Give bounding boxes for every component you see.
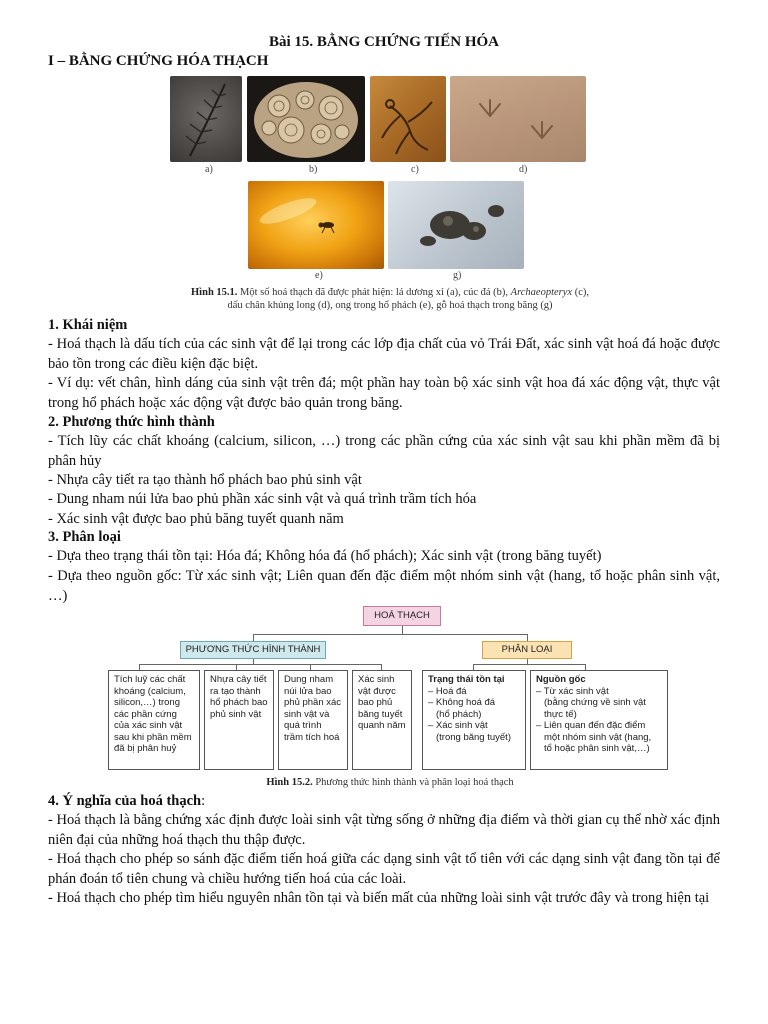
connector-line (473, 664, 585, 665)
connector-line (139, 664, 382, 665)
fossil-photo-ice (388, 181, 524, 269)
origin-item: – Từ xác sinh vật (536, 685, 609, 697)
diagram-leaf-existence-state: Trạng thái tồn tại – Hoá đá – Không hoá đá (hổ phách) – Xác sinh vật (trong băng tuyết) (422, 670, 526, 770)
diagram-leaf-amber: Nhựa cây tiết ra tạo thành hổ phách bao phủ sinh vật (204, 670, 274, 770)
existence-state-item: (trong băng tuyết) (436, 731, 511, 743)
fig1-label-e: e) (315, 270, 323, 281)
dinosaur-footprint-icon (450, 76, 586, 162)
figure-15-1-caption: Hình 15.1. Một số hoá thạch đã được phát hiện: lá dương xỉ (a), cúc đá (b), Archaeopteryx (c), dấu chân khủng long (d), ong trong hổ phách (e), gỗ hoá thạch trong băng (g) (191, 287, 589, 311)
fig1-label-d: d) (519, 164, 528, 175)
connector-line (253, 634, 527, 635)
fig1-label-b: b) (309, 164, 318, 175)
phuong-thuc-paragraph-2: - Nhựa cây tiết ra tạo thành hổ phách bao phủ sinh vật (48, 472, 362, 488)
connector-line (253, 634, 254, 641)
fig1-label-c: c) (411, 164, 419, 175)
diagram-root-node: HOÁ THẠCH (363, 606, 441, 626)
existence-state-item: – Không hoá đá (428, 697, 496, 708)
diagram-leaf-lava: Dung nham núi lửa bao phủ phần xác sinh vật và quá trình trầm tích hoá (278, 670, 348, 770)
y-nghia-paragraph-3: - Hoá thạch cho phép tìm hiểu nguyên nhân tồn tại và biến mất của những loài sinh vật trước đây và trong hiện tại (48, 890, 710, 906)
origin-item: – Liên quan đến đặc điểm (536, 720, 646, 731)
connector-line (527, 634, 528, 641)
fossil-classification-diagram (100, 604, 670, 774)
fossil-photo-archaeopteryx (370, 76, 446, 162)
lesson-title: Bài 15. BẰNG CHỨNG TIẾN HÓA (268, 34, 500, 50)
existence-state-item: (hổ phách) (436, 708, 482, 720)
fern-leaf-icon (170, 76, 242, 162)
y-nghia-paragraph-1: - Hoá thạch là bằng chứng xác định được loài sinh vật từng sống ở những địa điểm và thời gian cụ thể nhờ xác định niên đại của những hoá thạch thu thập được. (48, 812, 720, 848)
heading-phan-loai: 3. Phân loại (48, 529, 121, 545)
wood-in-ice-icon (388, 181, 524, 269)
fossil-photo-ammonite (247, 76, 365, 162)
diagram-leaf-ice: Xác sinh vật được bao phủ băng tuyết quanh năm (352, 670, 412, 770)
figure-15-2-caption: Hình 15.2. Phương thức hình thành và phân loại hoá thạch (266, 777, 514, 788)
bee-in-amber-icon (248, 181, 384, 269)
phuong-thuc-paragraph-1: - Tích lũy các chất khoáng (calcium, silicon, …) trong các phần cứng của xác sinh vật sau khi phần mềm đã bị phân hủy (48, 433, 720, 469)
origin-item: thực tế) (544, 708, 577, 720)
heading-phuong-thuc: 2. Phương thức hình thành (48, 414, 215, 430)
archaeopteryx-icon (370, 76, 446, 162)
diagram-leaf-mineral: Tích luỹ các chất khoáng (calcium, silicon,…) trong các phần cứng của xác sinh vật sau khi phần mềm đã bị phân huỷ (108, 670, 200, 770)
fig1-label-a: a) (205, 164, 213, 175)
phan-loai-paragraph-2: - Dựa theo nguồn gốc: Từ xác sinh vật; Liên quan đến đặc điểm một nhóm sinh vật (hang, tổ hoặc phân sinh vật, …) (48, 568, 720, 604)
phuong-thuc-paragraph-3: - Dung nham núi lửa bao phủ phần xác sinh vật và quá trình trầm tích hóa (48, 491, 477, 507)
diagram-branch-classification: PHÂN LOẠI (482, 641, 572, 659)
fossil-photo-fern (170, 76, 242, 162)
origin-item: tổ hoặc phân sinh vật,…) (544, 743, 650, 754)
diagram-leaf-origin: Nguồn gốc – Từ xác sinh vật (bằng chứng về sinh vật thực tế) – Liên quan đến đặc điểm một nhóm sinh vật (hang, tổ hoặc phân sinh vật,…) (530, 670, 668, 770)
section-title: I – BẰNG CHỨNG HÓA THẠCH (48, 53, 269, 69)
khai-niem-paragraph-2: - Ví dụ: vết chân, hình dáng của sinh vật trên đá; một phần hay toàn bộ xác sinh vật hoa đá xác động vật, thực vật trong hổ phách hoặc xác động vật được bảo quản trong băng. (48, 375, 720, 411)
phuong-thuc-paragraph-4: - Xác sinh vật được bao phủ băng tuyết quanh năm (48, 511, 344, 527)
origin-item: (bằng chứng về sinh vật (544, 697, 646, 708)
connector-line (402, 626, 403, 634)
fossil-photo-footprint (450, 76, 586, 162)
diagram-branch-formation: PHƯƠNG THỨC HÌNH THÀNH (180, 641, 326, 659)
existence-state-item: – Hoá đá (428, 685, 467, 697)
fossil-photo-amber (248, 181, 384, 269)
phan-loai-paragraph-1: - Dựa theo trạng thái tồn tại: Hóa đá; Không hóa đá (hổ phách); Xác sinh vật (trong băng tuyết) (48, 548, 602, 564)
heading-khai-niem: 1. Khái niệm (48, 317, 128, 333)
ammonite-icon (247, 76, 365, 162)
heading-y-nghia: 4. Ý nghĩa của hoá thạch: (48, 793, 206, 809)
origin-item: một nhóm sinh vật (hang, (544, 731, 652, 743)
y-nghia-paragraph-2: - Hoá thạch cho phép so sánh đặc điểm tiến hoá giữa các dạng sinh vật tổ tiên với các dạng sinh vật đang tồn tại để phán đoán tổ tiên chung và chiều hướng tiến hoá của các loài. (48, 851, 720, 887)
khai-niem-paragraph-1: - Hoá thạch là dấu tích của các sinh vật để lại trong các lớp địa chất của vỏ Trái Đất, xác sinh vật hoá đá hoặc được bảo tồn trong các điều kiện đặc biệt. (48, 336, 720, 372)
existence-state-item: – Xác sinh vật (428, 720, 488, 731)
fig1-label-g: g) (453, 270, 462, 281)
